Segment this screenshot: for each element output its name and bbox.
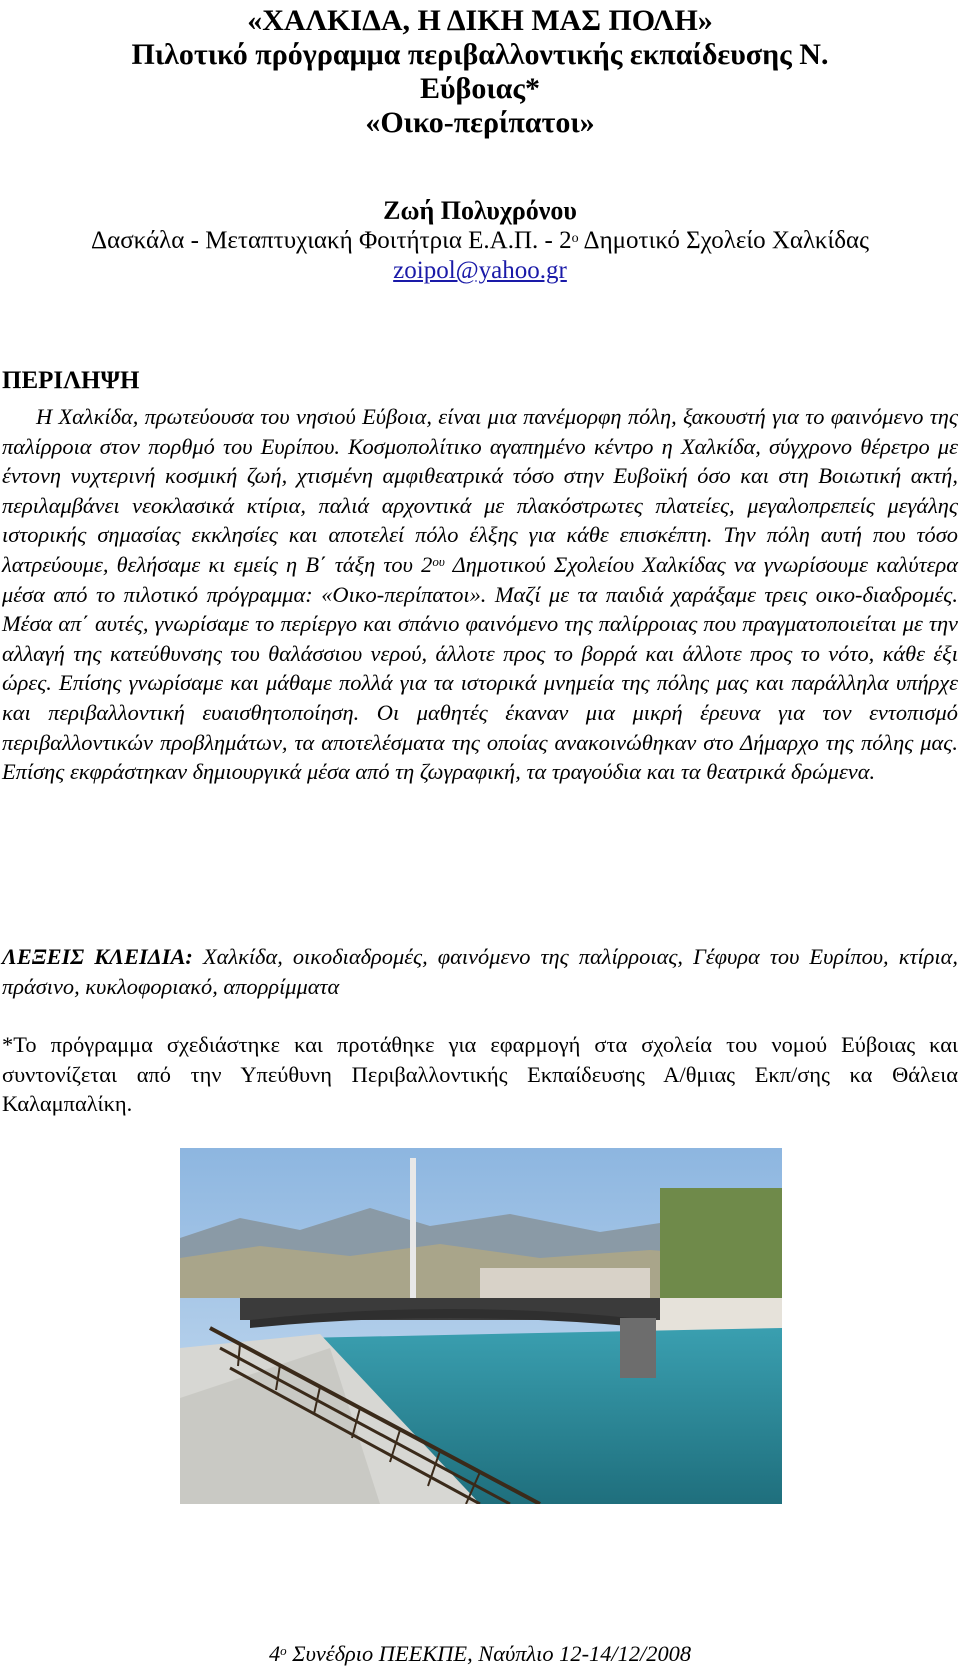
title-line-2: Πιλοτικό πρόγραμμα περιβαλλοντικής εκπαίδευσης Ν. <box>131 38 829 71</box>
footer-number: 4 <box>268 1641 281 1666</box>
author-name: Ζωή Πολυχρόνου <box>383 196 577 225</box>
keywords-paragraph <box>2 942 958 1001</box>
keywords-label: ΛΕΞΕΙΣ ΚΛΕΙΔΙΑ: <box>2 944 193 969</box>
affiliation-text-post: Δημοτικό Σχολείο Χαλκίδας <box>578 227 869 254</box>
footer-ordinal: ο <box>280 1643 287 1658</box>
abstract-body <box>2 402 958 787</box>
affiliation-text-pre: Δασκάλα - Μεταπτυχιακή Φοιτήτρια Ε.Α.Π. - 2 <box>91 227 572 254</box>
abstract-text-part1: Η Χαλκίδα, πρωτεύουσα του νησιού Εύβοια, είναι μια πανέμορφη πόλη, ξακουστή για το φαινόμενο της παλίρροια στον πορθμό του Ευρίπου. Κοσμοπολίτικο αγαπημένο κέντρο η Χαλκίδα, σύγχρονο θέρετρο με έντονη νυχτερινή κοσμική ζωή, χτισμένη αμφιθεατρικά τόσο στην Ευβοϊκή όσο και στη Βοιωτική ακτή, περιλαμβάνει νεοκλασικά κτίρια, παλιά αρχοντικά με πλακόστρωτες πλατείες, μεγαλοπρεπείς μεγάλης ιστορικής σημασίας εκκλησίες και αποτελεί πόλο έλξης για κάθε επισκέπτη. Την πόλη αυτή που τόσο λατρεύουμε, θελήσαμε κι εμείς η Β΄ τάξη του 2 <box>2 404 958 577</box>
bridge-photo <box>180 1148 782 1504</box>
footer-text: Συνέδριο ΠΕΕΚΠΕ, Ναύπλιο 12-14/12/2008 <box>286 1641 692 1666</box>
program-note: *Το πρόγραμμα σχεδιάστηκε και προτάθηκε για εφαρμογή στα σχολεία του νομού Εύβοιας και συντονίζεται από την Υπεύθυνη Περιβαλλοντικής Εκπαίδευσης Α/θμιας Εκπ/σης κα Θάλεια Καλαμπαλίκη. <box>2 1032 958 1117</box>
bridge-photo-illustration <box>180 1148 782 1504</box>
paper-title <box>0 4 960 140</box>
affiliation-ordinal: ο <box>571 231 579 246</box>
abstract-heading: ΠΕΡΙΛΗΨΗ <box>2 367 140 394</box>
author-affiliation <box>0 226 960 256</box>
keywords-text: Χαλκίδα, οικοδιαδρομές, φαινόμενο της παλίρροιας, Γέφυρα του Ευρίπου, κτίρια, πράσινο, κυκλοφοριακό, απορρίμματα <box>2 944 958 999</box>
title-line-3: Εύβοιας* <box>419 72 541 105</box>
author-email-link[interactable]: zoipol@yahoo.gr <box>393 257 567 284</box>
title-line-4: «Οικο-περίπατοι» <box>365 106 595 139</box>
abstract-ordinal: ου <box>432 553 445 569</box>
page-footer <box>0 1640 960 1668</box>
title-line-1: «ΧΑΛΚΙΔΑ, Η ΔΙΚΗ ΜΑΣ ΠΟΛΗ» <box>247 4 713 37</box>
author-block <box>0 196 960 286</box>
abstract-text-part2: Δημοτικού Σχολείου Χαλκίδας να γνωρίσουμε καλύτερα μέσα από το πιλοτικό πρόγραμμα: «Οικο-περίπατοι». Μαζί με τα παιδιά χαράξαμε τρεις οικο-διαδρομές. Μέσα απ΄ αυτές, γνωρίσαμε το περίεργο και σπάνιο φαινόμενο της παλίρροιας που πραγματοποιείται με την αλλαγή της κατεύθυνσης του θαλάσσιου νερού, άλλοτε προς το βορρά και άλλοτε προς το νότο, κάθε έξι ώρες. Επίσης γνωρίσαμε και μάθαμε πολλά για τα ιστορικά μνημεία της πόλης μας και παράλληλα υπήρχε και περιβαλλοντική ευαισθητοποίηση. Οι μαθητές έκαναν μια μικρή έρευνα για τον εντοπισμό περιβαλλοντικών προβλημάτων, τα αποτελέσματα της οποίας ανακοινώθηκαν στο Δήμαρχο της πόλης μας. Επίσης εκφράστηκαν δημιουργικά μέσα από τη ζωγραφική, τα τραγούδια και τα θεατρικά δρώμενα. <box>2 551 958 785</box>
